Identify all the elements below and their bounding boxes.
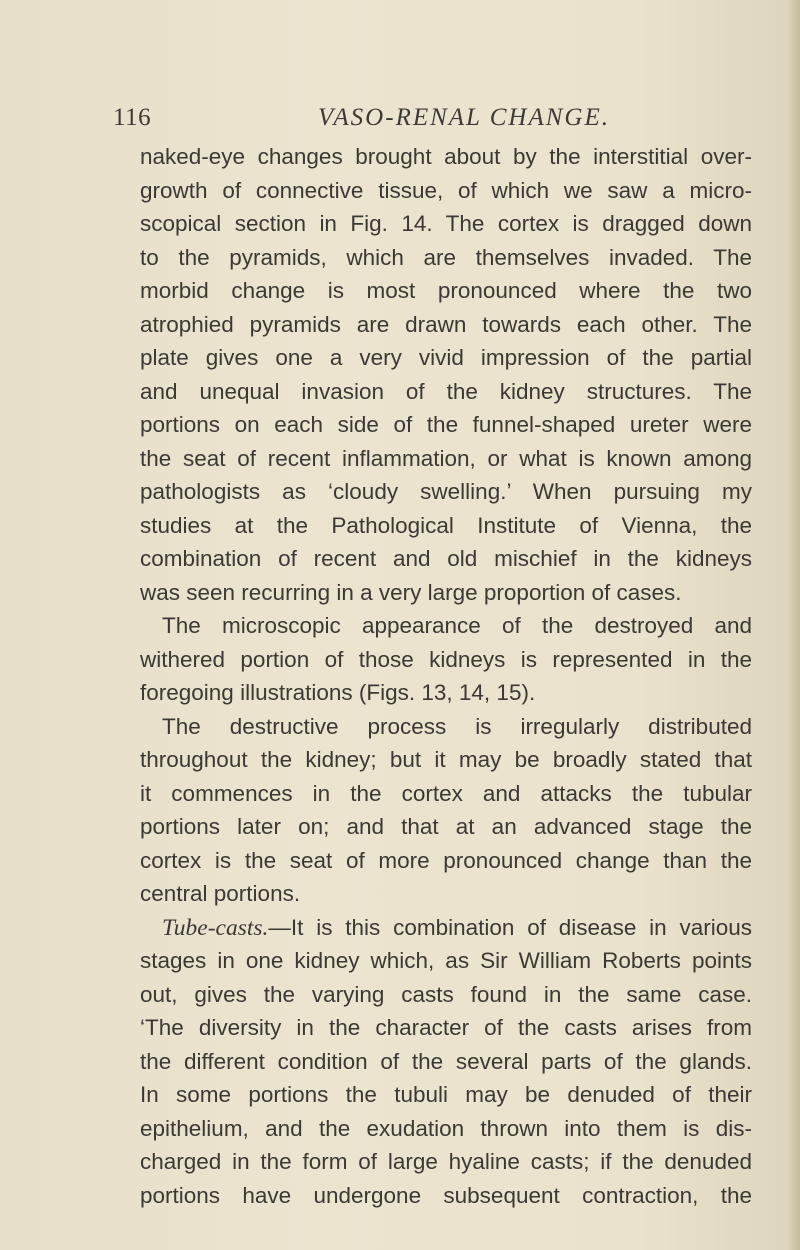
text-line: stages in one kidney which, as Sir William Roberts points bbox=[140, 948, 752, 973]
text-line: naked-eye changes brought about by the interstitial over- bbox=[140, 144, 752, 169]
text-line: combination of recent and old mischief in the kidneys bbox=[140, 546, 752, 571]
page-header bbox=[113, 104, 753, 134]
text-line: the different condition of the several parts of the glands. bbox=[140, 1048, 752, 1074]
text-line: scopical section in Fig. 14. The cortex is dragged down bbox=[140, 211, 752, 236]
text-line: The microscopic appearance of the destroyed and bbox=[162, 613, 752, 638]
text-line: was seen recurring in a very large proportion of cases. bbox=[140, 579, 682, 605]
page-number: 116 bbox=[113, 104, 152, 131]
text-line: charged in the form of large hyaline casts; if the denuded bbox=[140, 1149, 752, 1174]
page-edge-shadow bbox=[786, 0, 800, 1250]
text-line: The destructive process is irregularly distributed bbox=[162, 713, 752, 739]
text-line: morbid change is most pronounced where the two bbox=[140, 278, 752, 303]
text-line: epithelium, and the exudation thrown into them is dis- bbox=[140, 1115, 752, 1141]
text-line: studies at the Pathological Institute of Vienna, the bbox=[140, 512, 752, 538]
text-line: In some portions the tubuli may be denuded of their bbox=[140, 1082, 752, 1107]
text-line: foregoing illustrations (Figs. 13, 14, 15). bbox=[140, 680, 536, 705]
text-line: atrophied pyramids are drawn towards each other. The bbox=[140, 311, 752, 337]
text-line: plate gives one a very vivid impression of the partial bbox=[140, 345, 752, 370]
text-line: growth of connective tissue, of which we saw a micro- bbox=[140, 177, 752, 203]
text-line: portions have undergone subsequent contraction, the bbox=[140, 1182, 752, 1208]
running-head: VASO-RENAL CHANGE. bbox=[318, 104, 611, 131]
section-heading: Tube-casts. bbox=[162, 914, 269, 941]
text-line: it commences in the cortex and attacks the tubular bbox=[140, 780, 752, 806]
text-line: cortex is the seat of more pronounced change than the bbox=[140, 847, 752, 873]
text-line: out, gives the varying casts found in the same case. bbox=[140, 981, 752, 1007]
text-line: portions later on; and that at an advanced stage the bbox=[140, 814, 752, 839]
text-line: and unequal invasion of the kidney structures. The bbox=[140, 378, 752, 404]
text-line: central portions. bbox=[140, 881, 301, 906]
text-line: to the pyramids, which are themselves invaded. The bbox=[140, 244, 752, 270]
text-line: withered portion of those kidneys is represented in the bbox=[140, 646, 752, 672]
text-line bbox=[140, 911, 752, 945]
body-text bbox=[140, 140, 752, 1212]
text-line: throughout the kidney; but it may be broadly stated that bbox=[140, 747, 752, 772]
text-line: pathologists as ‘cloudy swelling.’ When pursuing my bbox=[140, 479, 752, 504]
text-line: the seat of recent inflammation, or what is known among bbox=[140, 445, 752, 471]
text-line: portions on each side of the funnel-shaped ureter were bbox=[140, 412, 752, 437]
text-line-rest: —It is this combination of disease in various bbox=[268, 914, 752, 940]
text-line: ‘The diversity in the character of the casts arises from bbox=[140, 1015, 752, 1040]
